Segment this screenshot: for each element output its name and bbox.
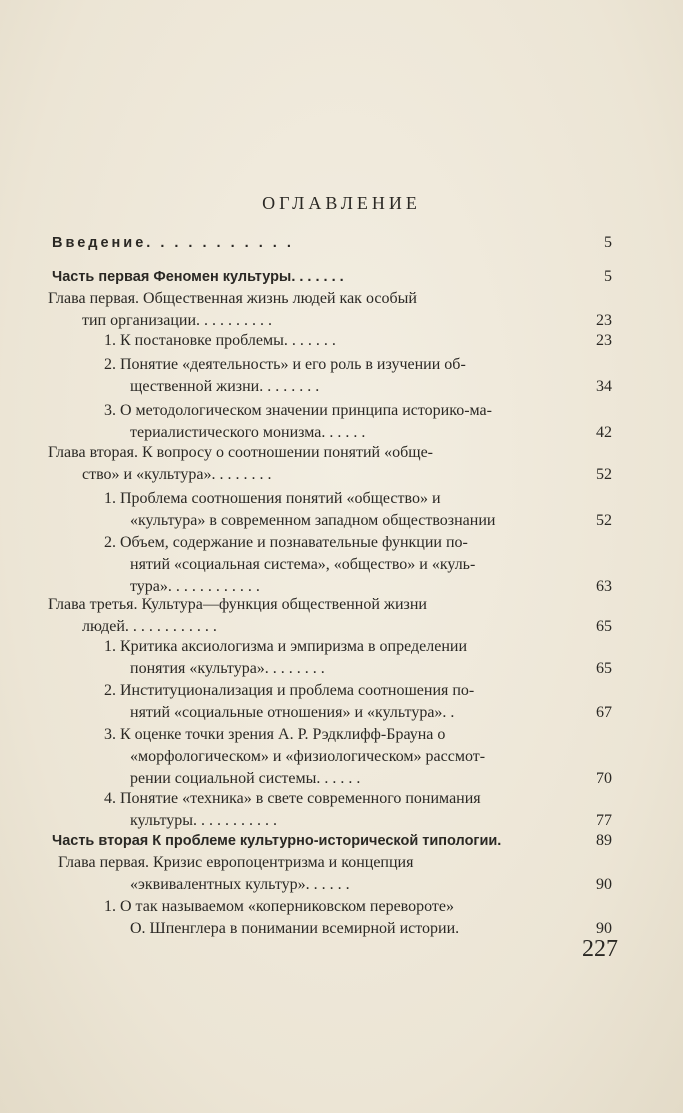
toc-entry-line: нятий «социальные отношения» и «культура». .: [130, 704, 455, 721]
toc-entry-line: 3. К оценке точки зрения А. Р. Рэдклифф-Брауна о: [104, 726, 446, 743]
toc-entry-line: тура». . . . . . . . . . . .: [130, 578, 260, 595]
toc-page-number: 5: [604, 268, 612, 285]
toc-page-number: 23: [596, 312, 612, 329]
toc-entry-line: Часть вторая К проблеме культурно-исторической типологии.: [52, 833, 502, 849]
toc-entry-line: «эквивалентных культур». . . . . .: [130, 876, 350, 893]
page-number: 227: [582, 936, 618, 962]
toc-entry-line: 1. О так называемом «коперниковском перевороте»: [104, 898, 454, 915]
toc-page-number: 70: [596, 770, 612, 787]
toc-entry-line: териалистического монизма. . . . . .: [130, 424, 366, 441]
toc-entry-line: понятия «культура». . . . . . . .: [130, 660, 325, 677]
toc-entry-line: людей. . . . . . . . . . . .: [82, 618, 217, 635]
toc-entry-line: Введение. . . . . . . . . . .: [52, 235, 294, 251]
toc-page-number: 5: [604, 234, 612, 251]
toc-entry-line: 4. Понятие «техника» в свете современного понимания: [104, 790, 481, 807]
toc-entry-line: щественной жизни. . . . . . . .: [130, 378, 320, 395]
toc-entry-line: 2. Понятие «деятельность» и его роль в изучении об-: [104, 356, 466, 373]
toc-page-number: 65: [596, 618, 612, 635]
toc-entry-line: рении социальной системы. . . . . .: [130, 770, 361, 787]
toc-entry-line: Глава первая. Общественная жизнь людей как особый: [48, 290, 417, 307]
toc-page-number: 34: [596, 378, 612, 395]
toc-entry-line: 2. Институционализация и проблема соотношения по-: [104, 682, 475, 699]
toc-page-number: 90: [596, 876, 612, 893]
toc-page-number: 42: [596, 424, 612, 441]
page-title: ОГЛАВЛЕНИЕ: [262, 193, 421, 213]
toc-entry-line: О. Шпенглера в понимании всемирной истории.: [130, 920, 460, 937]
toc-page-number: 65: [596, 660, 612, 677]
toc-page-number: 90: [596, 920, 612, 937]
toc-page-number: 89: [596, 832, 612, 849]
toc-entry-line: 2. Объем, содержание и познавательные функции по-: [104, 534, 468, 551]
toc-entry-line: 1. Проблема соотношения понятий «общество» и: [104, 490, 441, 507]
toc-page-number: 52: [596, 466, 612, 483]
toc-entry-line: 3. О методологическом значении принципа историко-ма-: [104, 402, 492, 419]
toc-entry-line: «культура» в современном западном обществознании: [130, 512, 496, 529]
toc-entry-line: «морфологическом» и «физиологическом» рассмот-: [130, 748, 486, 765]
toc-entry-line: Глава вторая. К вопросу о соотношении понятий «обще-: [48, 444, 433, 461]
toc-entry-line: 1. Критика аксиологизма и эмпиризма в определении: [104, 638, 468, 655]
toc-page-number: 63: [596, 578, 612, 595]
toc-entry-line: нятий «социальная система», «общество» и «куль-: [130, 556, 476, 573]
toc-page-number: 67: [596, 704, 612, 721]
toc-entry-line: культуры. . . . . . . . . . .: [130, 812, 278, 829]
toc-entry-line: Глава первая. Кризис европоцентризма и концепция: [58, 854, 414, 871]
toc-entry-line: ство» и «культура». . . . . . . .: [82, 466, 272, 483]
toc-page-number: 23: [596, 332, 612, 349]
toc-entry-line: Часть первая Феномен культуры. . . . . . .: [52, 269, 344, 285]
toc-page-number: 52: [596, 512, 612, 529]
toc-entry-line: тип организации. . . . . . . . . .: [82, 312, 273, 329]
toc-entry-line: 1. К постановке проблемы. . . . . . .: [104, 332, 336, 349]
toc-page-number: 77: [596, 812, 612, 829]
toc-entry-line: Глава третья. Культура—функция общественной жизни: [48, 596, 427, 613]
